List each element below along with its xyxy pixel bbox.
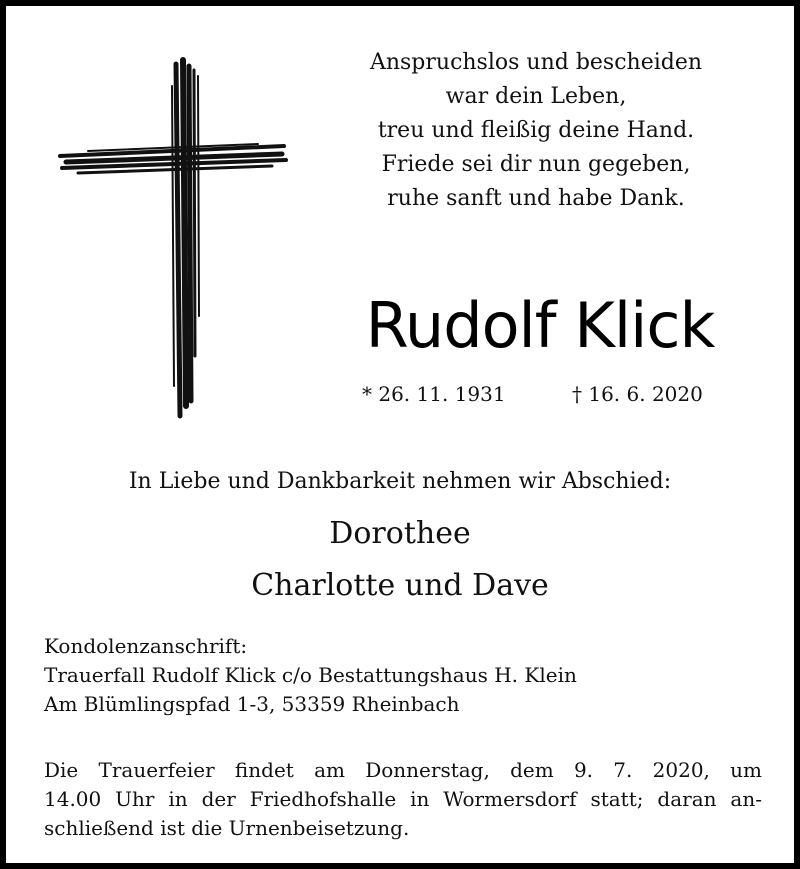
address-label: Kondolenzanschrift: xyxy=(44,634,248,658)
address-line: Am Blümlingspfad 1-3, 53359 Rheinbach xyxy=(44,692,460,716)
farewell-text: In Liebe und Dankbarkeit nehmen wir Abschied: xyxy=(128,469,672,494)
cross-icon xyxy=(58,56,298,421)
memorial-poem xyxy=(326,46,746,216)
poem-line: Anspruchslos und bescheiden xyxy=(369,50,703,75)
address-line: Trauerfall Rudolf Klick c/o Bestattungshaus H. Klein xyxy=(44,663,577,687)
poem-line: ruhe sanft und habe Dank. xyxy=(387,186,685,211)
mourner-name: Charlotte und Dave xyxy=(251,568,549,603)
notice-line: schließend ist die Urnenbeisetzung. xyxy=(44,816,410,840)
notice-line: Die Trauerfeier findet am Donnerstag, dem 9. 7. 2020, um xyxy=(44,758,762,782)
poem-line: Friede sei dir nun gegeben, xyxy=(381,152,691,177)
notice-line: 14.00 Uhr in der Friedhofshalle in Wormersdorf statt; daran an- xyxy=(44,787,762,811)
deceased-name: Rudolf Klick xyxy=(365,289,715,362)
poem-line: war dein Leben, xyxy=(445,84,627,109)
funeral-notice xyxy=(44,756,762,843)
death-date: † 16. 6. 2020 xyxy=(572,382,703,406)
mourner-name: Dorothee xyxy=(329,516,471,551)
condolence-address xyxy=(44,632,577,719)
poem-line: treu und fleißig deine Hand. xyxy=(377,118,695,143)
birth-date: * 26. 11. 1931 xyxy=(362,382,506,406)
